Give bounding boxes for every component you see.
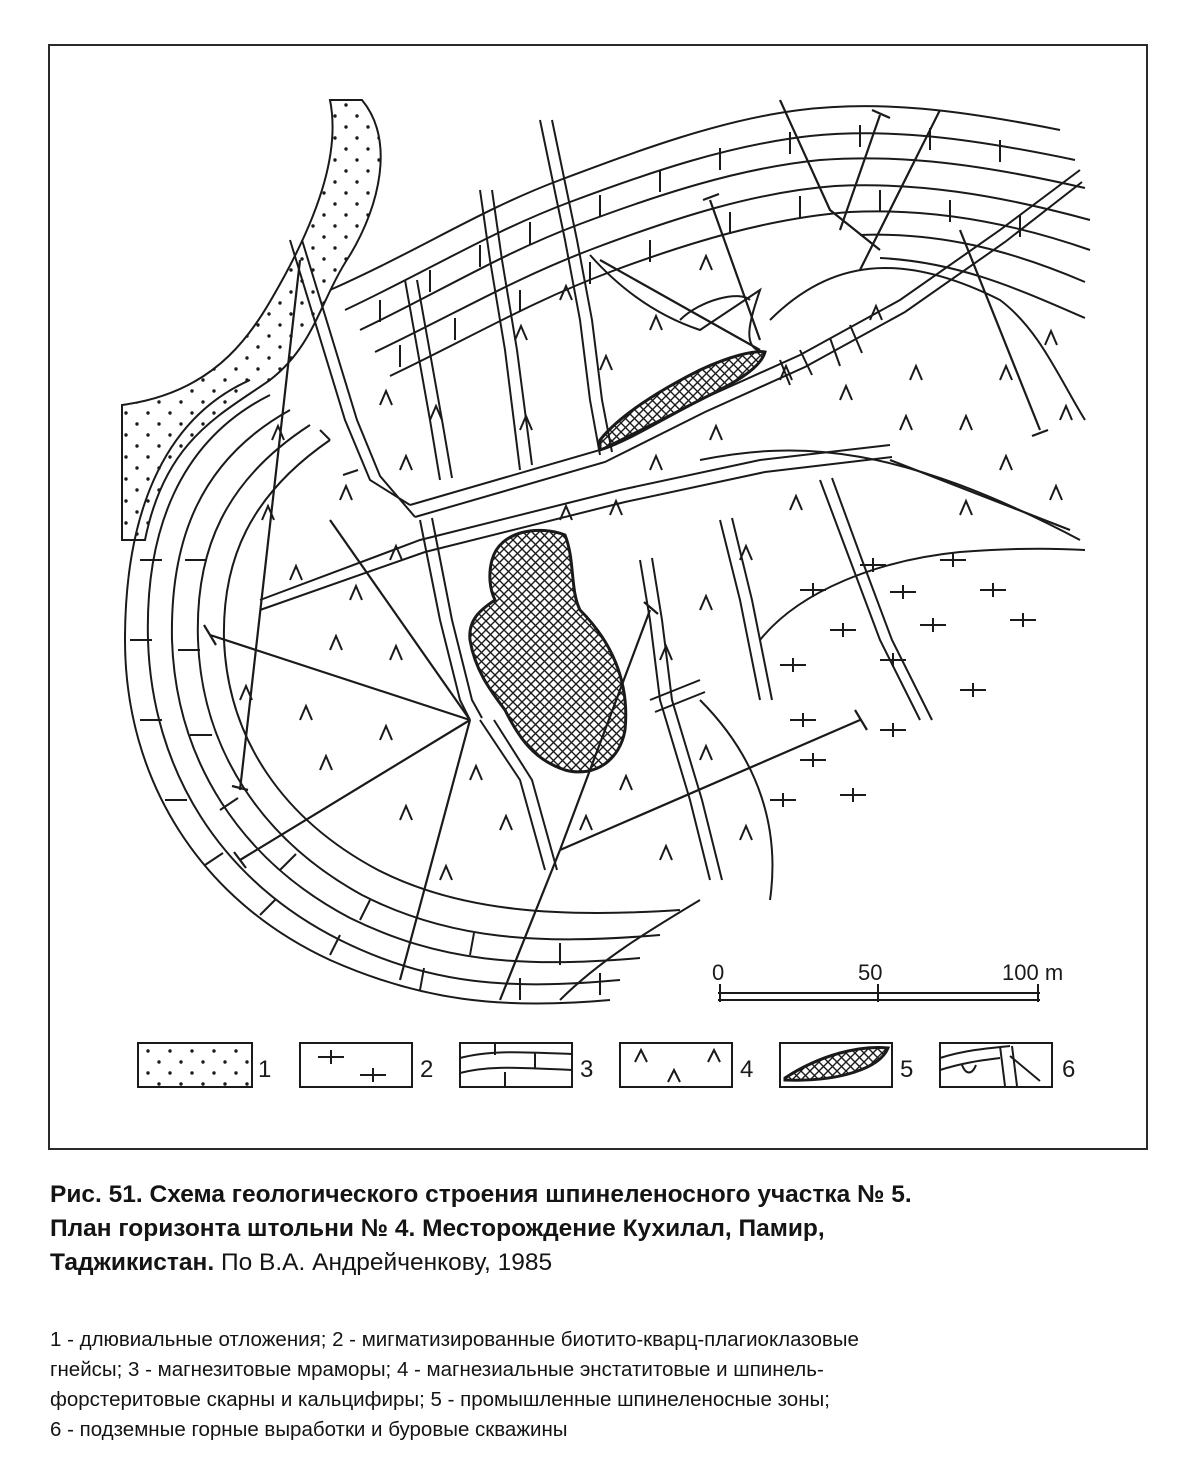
map-legend (138, 1043, 1052, 1087)
caption-location: Таджикистан. (50, 1249, 215, 1276)
legend-number-4: 4 (740, 1056, 754, 1083)
gneiss-boundary (760, 549, 1085, 640)
marble-bands (125, 106, 1090, 1004)
spinel-zone-upper (600, 352, 765, 450)
scale-label-0: 0 (712, 960, 725, 985)
legend-description-line-2: гнейсы; 3 - магнезитовые мраморы; 4 - магнезиальные энстатитовые и шпинель- (50, 1358, 824, 1381)
legend-description-line-1: 1 - длювиальные отложения; 2 - мигматизированные биотито-кварц-плагиоклазовые (50, 1328, 859, 1351)
scale-label-50: 50 (858, 960, 883, 985)
caption-author: По В.А. Андрейченкову, 1985 (214, 1249, 553, 1276)
spinel-zone-main (470, 530, 626, 772)
legend-description (50, 1325, 1160, 1445)
underground-workings (260, 120, 1082, 880)
legend-box-2 (300, 1043, 412, 1087)
gneiss-crosses (770, 553, 1036, 807)
legend-description-line-4: 6 - подземные горные выработки и буровые скважины (50, 1418, 568, 1441)
legend-box-4 (620, 1043, 732, 1087)
caption-line-3 (50, 1246, 1160, 1280)
caption-line-1: Рис. 51. Схема геологического строения шпинеленосного участка № 5. (50, 1181, 912, 1208)
caption-line-2: План горизонта штольни № 4. Месторождение Кухилал, Памир, (50, 1215, 825, 1242)
contacts (560, 268, 1085, 1000)
legend-description-line-3: форстеритовые скарны и кальцифиры; 5 - промышленные шпинеленосные зоны; (50, 1388, 830, 1411)
legend-box-1 (138, 1043, 252, 1087)
figure-caption (50, 1178, 1160, 1280)
legend-number-6: 6 (1062, 1056, 1076, 1083)
scale-bar (712, 960, 1063, 1002)
legend-number-5: 5 (900, 1056, 914, 1083)
legend-number-3: 3 (580, 1056, 594, 1083)
legend-number-1: 1 (258, 1056, 272, 1083)
legend-numbers (258, 1056, 1075, 1083)
legend-number-2: 2 (420, 1056, 434, 1083)
legend-box-3 (460, 1043, 572, 1087)
scale-label-100: 100 m (1002, 960, 1064, 985)
